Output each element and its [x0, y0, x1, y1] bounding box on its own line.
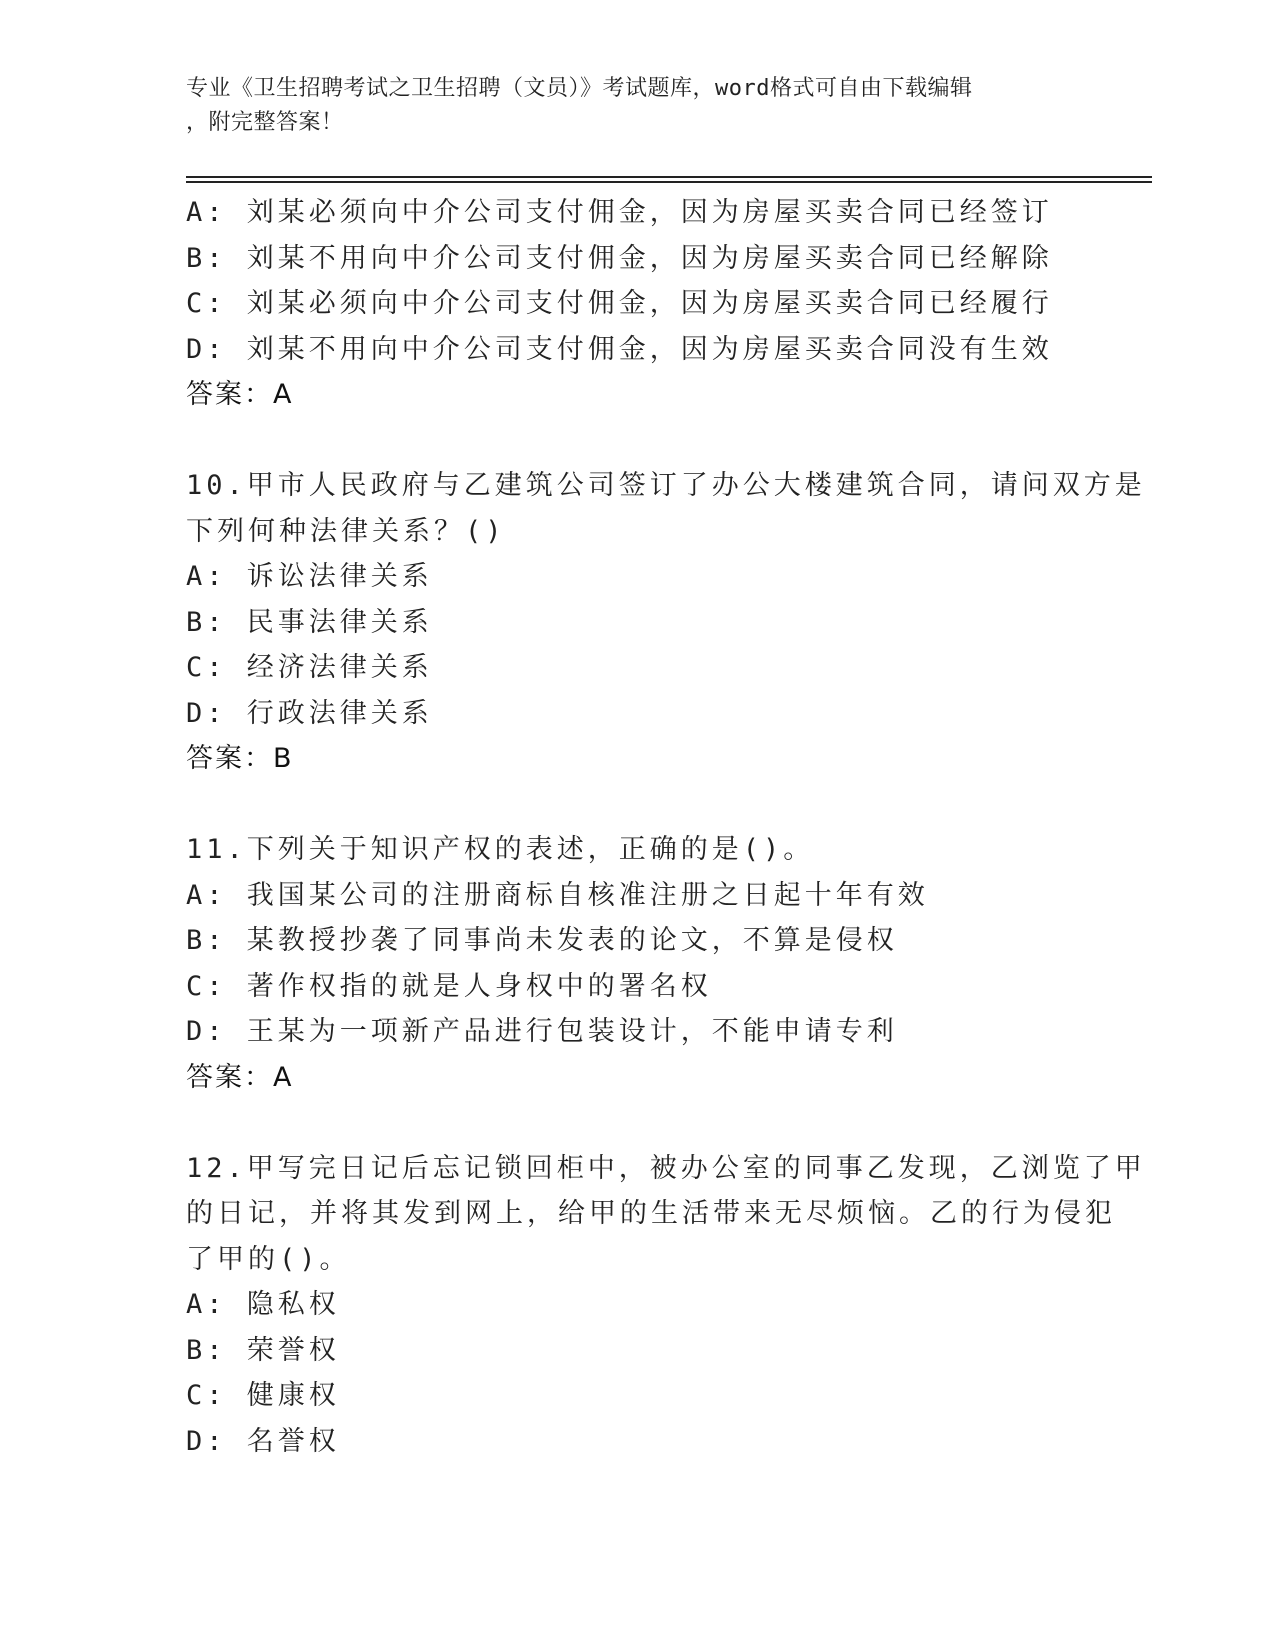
option-b: B: 民事法律关系: [186, 606, 433, 638]
header-divider-top: [186, 176, 1152, 178]
answer: 答案：B: [186, 743, 294, 774]
option-a: A: 隐私权: [186, 1289, 340, 1320]
option-d: D: 名誉权: [186, 1425, 340, 1457]
option-c: C: 健康权: [186, 1380, 340, 1411]
option-b: B: 某教授抄袭了同事尚未发表的论文，不算是侵权: [186, 925, 898, 956]
spacer: [186, 782, 1106, 828]
document-body: [186, 190, 1146, 1464]
option-a: A: 刘某必须向中介公司支付佣金，因为房屋买卖合同已经签订: [186, 197, 1053, 228]
option-c: C: 刘某必须向中介公司支付佣金，因为房屋买卖合同已经履行: [186, 288, 1053, 319]
answer: 答案：A: [186, 379, 294, 410]
option-b: B: 刘某不用向中介公司支付佣金，因为房屋买卖合同已经解除: [186, 242, 1053, 274]
spacer: [186, 418, 1106, 464]
question-12: [186, 1146, 1146, 1465]
question-11: [186, 827, 1106, 1100]
option-a: A: 诉讼法律关系: [186, 561, 433, 592]
option-b: B: 荣誉权: [186, 1334, 340, 1366]
option-d: D: 王某为一项新产品进行包装设计，不能申请专利: [186, 1016, 898, 1047]
option-a: A: 我国某公司的注册商标自核准注册之日起十年有效: [186, 879, 929, 911]
header-line-1: 专业《卫生招聘考试之卫生招聘（文员）》考试题库，word格式可自由下载编辑: [186, 76, 973, 101]
question-text-line-2: 的日记，并将其发到网上，给甲的生活带来无尽烦恼。乙的行为侵犯: [186, 1198, 1116, 1229]
question-text-line-1: 10.甲市人民政府与乙建筑公司签订了办公大楼建筑合同，请问双方是: [186, 470, 1146, 501]
question-text-line-2: 下列何种法律关系？(): [186, 515, 506, 547]
question-10: [186, 463, 1146, 782]
question-text-line-1: 12.甲写完日记后忘记锁回柜中，被办公室的同事乙发现，乙浏览了甲: [186, 1152, 1146, 1184]
question-text-line-1: 11.下列关于知识产权的表述，正确的是()。: [186, 834, 815, 865]
header-line-2: ，附完整答案！: [186, 110, 344, 135]
spacer: [186, 1100, 1106, 1146]
option-d: D: 刘某不用向中介公司支付佣金，因为房屋买卖合同没有生效: [186, 333, 1053, 365]
option-c: C: 经济法律关系: [186, 652, 433, 683]
header-divider-bottom: [186, 181, 1152, 183]
question-text-line-3: 了甲的()。: [186, 1243, 351, 1275]
option-c: C: 著作权指的就是人身权中的署名权: [186, 970, 712, 1002]
question-9: [186, 190, 1106, 418]
document-header: [186, 72, 1066, 140]
option-d: D: 行政法律关系: [186, 697, 433, 729]
answer: 答案：A: [186, 1061, 294, 1093]
